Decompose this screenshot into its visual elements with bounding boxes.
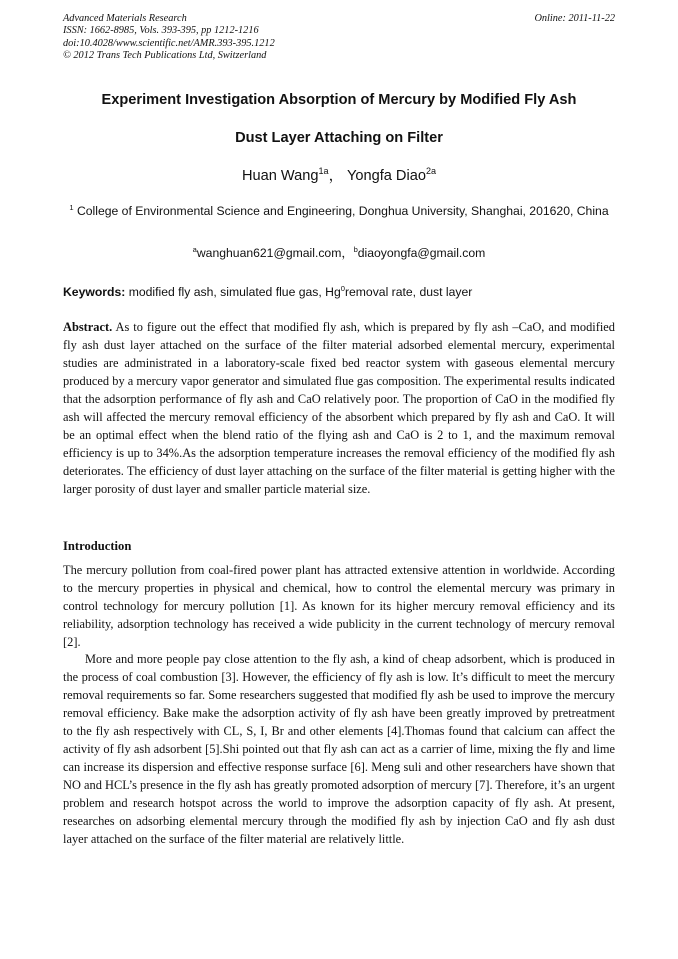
introduction-paragraph [63,562,615,652]
author-separator: ， [328,168,344,184]
keywords-superscript: 0 [340,283,345,293]
keywords [63,283,623,301]
journal-name: Advanced Materials Research [63,13,187,24]
author-list [40,165,638,187]
email-mark: a [192,244,197,254]
title-line-2: Dust Layer Attaching on Filter [235,130,443,146]
section-heading-introduction: Introduction [63,539,132,553]
doi-line: doi:10.4028/www.scientific.net/AMR.393-395.1212 [63,37,275,49]
paragraph-text: The mercury pollution from coal-fired power plant has attracted extensive attention in worldwide. According to the mercury properties in physical and chemical, how to control the elemental mercury was primary in control technology for mercury pollution [1]. As known for its higher mercury removal efficiency and its reliability, adsorption technology has received a wide publicity in the current technology of mercury removal [2]. [63,563,615,649]
author-emails [40,243,638,263]
email-mark: b [353,244,358,254]
author-affiliation-mark: 2a [425,166,437,177]
copyright-line: © 2012 Trans Tech Publications Ltd, Switzerland [63,50,267,62]
abstract [63,319,615,499]
affiliation [62,201,616,222]
paragraph-text: More and more people pay close attention to the fly ash, a kind of cheap adsorbent, which is produced in the process of coal combustion [3]. However, the efficiency of fly ash is low. It’s difficult to meet the mercury removal requirements so far. Some researchers suggested that modified fly ash be used to improve the mercury removal efficiency. Bake make the adsorption activity of fly ash have been greatly improved by pretreatment to the fly ash respectively with CL, S, I, Br and other elements [4].Thomas found that calcium can affect the activity of fly ash adsorbent [5].Shi pointed out that fly ash can act as a carrier of lime, mixing the fly and lime can increase its dispersion and effective response surface [6]. Meng suli and other researchers have shown that NO and HCL’s presence in the fly ash has greatly promoted adsorption of mercury [7]. Therefore, it’s an urgent problem and research hotspot across the world to improve the adsorption capacity of fly ash. At present, researches on adsorbing elemental mercury through the modified fly ash by injection CaO and fly ash dust layer attached on the surface of the filter material are relatively little. [63,652,615,846]
affiliation-mark: 1 [69,202,74,212]
email-address[interactable]: wanghuan621@gmail.com [196,246,342,260]
abstract-label: Abstract. [63,320,113,334]
journal-header [63,13,615,63]
author-name: Yongfa Diao [346,168,426,184]
online-date: Online: 2011-11-22 [534,13,615,24]
paper-title [40,90,638,166]
affiliation-text: College of Environmental Science and Engineering, Donghua University, Shanghai, 201620, China [76,204,609,218]
email-address[interactable]: diaoyongfa@gmail.com [357,246,486,260]
email-separator: ， [341,246,354,260]
keywords-text-tail: removal rate, dust layer [344,285,473,299]
keywords-label: Keywords: [63,285,126,299]
issn-line: ISSN: 1662-8985, Vols. 393-395, pp 1212-1216 [63,25,259,37]
author-name: Huan Wang [241,168,319,184]
abstract-text: As to figure out the effect that modified fly ash, which is prepared by fly ash –CaO, and modified fly ash dust layer attached on the surface of the filter material adsorbed elemental mercury, experimental studies are administrated in a laboratory-scale fixed bed reactor system with gaseous elemental mercury produced by a mercury vapor generator and simulated flue gas composition. The experimental results indicated that the adsorption performance of fly ash and CaO relatively poor. The proportion of CaO in the modified fly ash will affected the mercury removal efficiency of the absorbent which prepared by fly ash and CaO. It will be an optimal effect when the blend ratio of the flying ash and CaO is 2 to 1, and the maximum removal efficiency is up to 34%.As the adsorption temperature increases the removal efficiency of the modified fly ash deteriorates. The efficiency of dust layer attaching on the surface of the filter material is getting higher with the larger porosity of dust layer and smaller particle material size. [63,320,615,496]
title-line-1: Experiment Investigation Absorption of Mercury by Modified Fly Ash [101,92,577,108]
keywords-text: modified fly ash, simulated flue gas, Hg [125,285,341,299]
introduction-paragraph [63,651,615,848]
author-affiliation-mark: 1a [318,166,329,177]
